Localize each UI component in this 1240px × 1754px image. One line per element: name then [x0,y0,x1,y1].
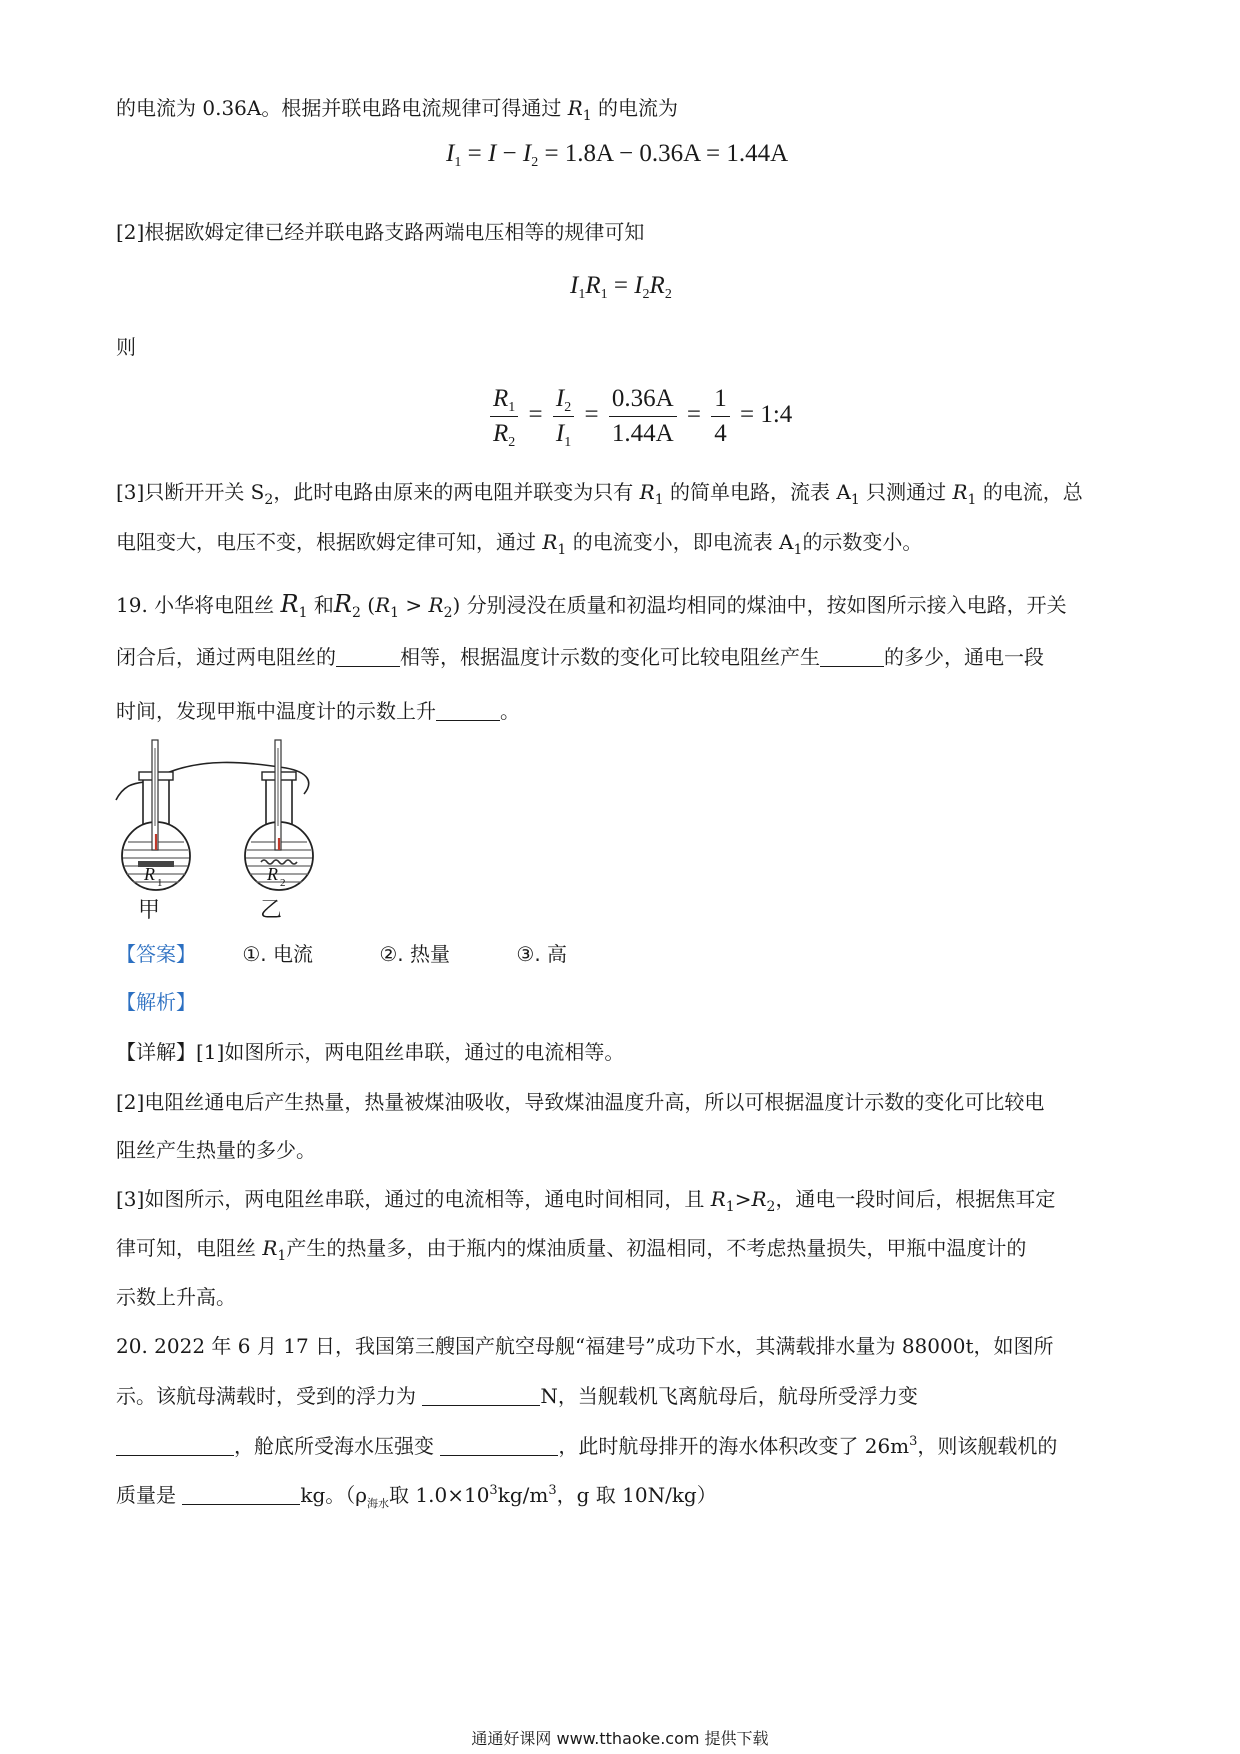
text: 质量是 [116,1483,176,1507]
symbol: = [584,401,599,429]
flask-figure [108,738,328,898]
equation [486,382,792,451]
subscript: 1 [564,435,572,450]
answer-item: ③. 高 [516,942,568,966]
superscript: 3 [548,1483,557,1498]
question-20-line-2 [116,1382,918,1410]
equation [446,140,788,168]
flask-yi [245,740,313,890]
text-line [116,333,136,361]
text: [3]如图所示，两电阻丝串联，通过的电流相等，通电时间相同，且 [116,1187,705,1211]
symbol: I [522,140,532,167]
text: 分别浸没在质量和初温均相同的煤油中，按如图所示接入电路，开关 [466,593,1067,617]
answer-item: ②. 热量 [379,942,451,966]
subscript: 2 [443,605,453,621]
subscript: 1 [508,400,516,415]
symbol: R [710,1187,726,1211]
fraction [609,382,677,451]
text: 和 [313,593,334,617]
subscript: 1 [454,155,462,170]
fraction [711,382,730,451]
label-r2-sub: 2 [280,877,286,889]
text-line [116,94,678,122]
text: 的多少，通电一段 [884,645,1044,669]
text: [2]根据欧姆定律已经并联电路支路两端电压相等的规律可知 [116,220,645,244]
symbol: R [952,480,968,504]
symbol: I [570,272,579,299]
text: ，此时电路由原来的两电阻并联变为只有 [273,480,634,504]
symbol: I [555,420,565,447]
subscript: 1 [277,1248,287,1264]
symbol: > [734,1187,752,1211]
answer-blank[interactable] [436,700,500,721]
text: 的电流为 0.36A。根据并联电路电流规律可得通过 [116,96,562,120]
symbol: ) [452,593,461,617]
symbol: R [493,385,509,412]
subscript: 2 [351,605,361,621]
text: 的电流为 [598,96,679,120]
symbol: R [567,96,583,120]
subscript: 1 [582,108,592,124]
text: 相等，根据温度计示数的变化可比较电阻丝产生 [400,645,820,669]
symbol: I [487,140,497,167]
symbol: R [493,420,509,447]
text: 律可知，电阻丝 [116,1236,256,1260]
text: 阻丝产生热量的多少。 [116,1138,316,1162]
symbol: R [428,593,444,617]
superscript: 3 [909,1434,918,1449]
subscript: 1 [793,542,803,558]
answer-blank[interactable] [422,1385,540,1406]
question-19-line-2 [116,643,1044,671]
label-r1-sub: 1 [157,877,163,889]
subscript: 1 [725,1199,735,1215]
text: 的示数变小。 [802,530,923,554]
flask-jia [122,740,190,890]
subscript: 1 [578,287,586,302]
symbol: I [555,385,565,412]
text: ，此时航母排开的海水体积改变了 26m [558,1434,910,1458]
symbol: R [375,593,391,617]
detail-line [116,1283,236,1311]
subscript: 1 [600,287,608,302]
symbol: R [585,272,601,299]
answer-blank[interactable] [440,1435,558,1456]
symbol: R [542,530,558,554]
detail-line [116,1136,316,1164]
analysis-tag-line [116,988,196,1016]
question-19-line-1 [116,590,1067,619]
text-line [116,218,644,246]
text: ，通电一段时间后，根据焦耳定 [775,1187,1056,1211]
symbol: ( [367,593,376,617]
symbol: I [634,272,643,299]
answer-blank[interactable] [182,1484,300,1505]
symbol: R [280,590,299,618]
superscript: 3 [489,1483,498,1498]
text: 的电流，总 [982,480,1083,504]
subscript: 1 [850,492,860,508]
text: 取 1.0×10 [389,1483,490,1507]
figure-label-jia: 甲 [138,898,161,923]
subscript: 2 [642,287,650,302]
symbol: R [262,1236,278,1260]
text: 则 [116,335,136,359]
detail-line [116,1185,1055,1213]
text: ，g 取 10N/kg） [556,1483,717,1507]
denominator: 4 [714,420,727,447]
question-20-line-3 [116,1432,1057,1460]
fraction [553,382,574,451]
text-line [116,478,1083,506]
text-line [116,528,922,556]
symbol: I [446,140,455,167]
text: 示。该航母满载时，受到的浮力为 [116,1384,416,1408]
denominator: 1.44A [611,420,674,447]
subscript: 2 [766,1199,776,1215]
text: 。 [500,699,520,723]
text: [2]电阻丝通电后产生热量，热量被煤油吸收，导致煤油温度升高，所以可根据温度计示数的变化可比较电 [116,1090,1045,1114]
footer-text: 通通好课网 www.tthaoke.com 提供下载 [471,1729,769,1748]
text: 【详解】[1]如图所示，两电阻丝串联，通过的电流相等。 [116,1040,625,1064]
label-r1: R [144,864,155,884]
question-20-line-1 [116,1332,1054,1360]
numerator: 1 [711,382,730,417]
question-19-line-3 [116,697,520,725]
subscript: 1 [557,542,567,558]
subscript: 2 [264,492,274,508]
question-20-line-4 [116,1481,717,1509]
text: kg/m [497,1483,549,1507]
subscript: 2 [564,400,572,415]
symbol: = [613,272,628,299]
text: 只测通过 [866,480,947,504]
symbol: R [649,272,665,299]
text: 的电流变小，即电流表 A [572,530,794,554]
text: = 1:4 [740,401,793,429]
answer-blank[interactable] [820,646,884,667]
text: 闭合后，通过两电阻丝的 [116,645,336,669]
subscript: 1 [654,492,664,508]
answer-blank[interactable] [116,1435,234,1456]
text: 19. 小华将电阻丝 [116,593,275,617]
detail-line [116,1234,1026,1262]
numerator: 0.36A [609,382,677,417]
subscript: 1 [967,492,977,508]
text: kg。（ρ [300,1483,368,1507]
symbol: = [528,401,543,429]
symbol: R [639,480,655,504]
figure-label-yi: 乙 [260,898,283,923]
subscript: 2 [508,435,516,450]
symbol: − [502,140,517,167]
equation [570,272,672,300]
text: [3]只断开开关 S [116,480,265,504]
detail-line [116,1088,1044,1116]
symbol: R [751,1187,767,1211]
answer-tag: 【答案】 [116,942,196,966]
text: N，当舰载机飞离航母后，航母所受浮力变 [540,1384,918,1408]
fraction [490,382,518,451]
subscript: 2 [531,155,539,170]
subscript: 1 [390,605,400,621]
symbol: = [686,401,701,429]
text: 示数上升高。 [116,1285,236,1309]
subscript: 海水 [367,1497,390,1510]
text: ，舱底所受海水压强变 [234,1434,434,1458]
symbol: R [333,590,352,618]
subscript: 1 [298,605,308,621]
text: 的简单电路，流表 A [670,480,851,504]
answer-line [116,940,567,968]
detail-line [116,1038,624,1066]
subscript: 2 [664,287,672,302]
text: ，则该舰载机的 [917,1434,1058,1458]
text: 20. 2022 年 6 月 17 日，我国第三艘国产航空母舰“福建号”成功下水，其满载排水量为 88000t，如图所 [116,1334,1054,1358]
text: 电阻变大，电压不变，根据欧姆定律可知，通过 [116,530,536,554]
analysis-tag: 【解析】 [116,990,196,1014]
text: = 1.8A − 0.36A = 1.44A [544,140,789,167]
symbol: = [467,140,482,167]
label-r2: R [267,864,278,884]
text: 产生的热量多，由于瓶内的煤油质量、初温相同，不考虑热量损失，甲瓶中温度计的 [286,1236,1027,1260]
symbol: > [405,593,423,617]
answer-item: ①. 电流 [242,942,314,966]
text: 时间，发现甲瓶中温度计的示数上升 [116,699,436,723]
answer-blank[interactable] [336,646,400,667]
